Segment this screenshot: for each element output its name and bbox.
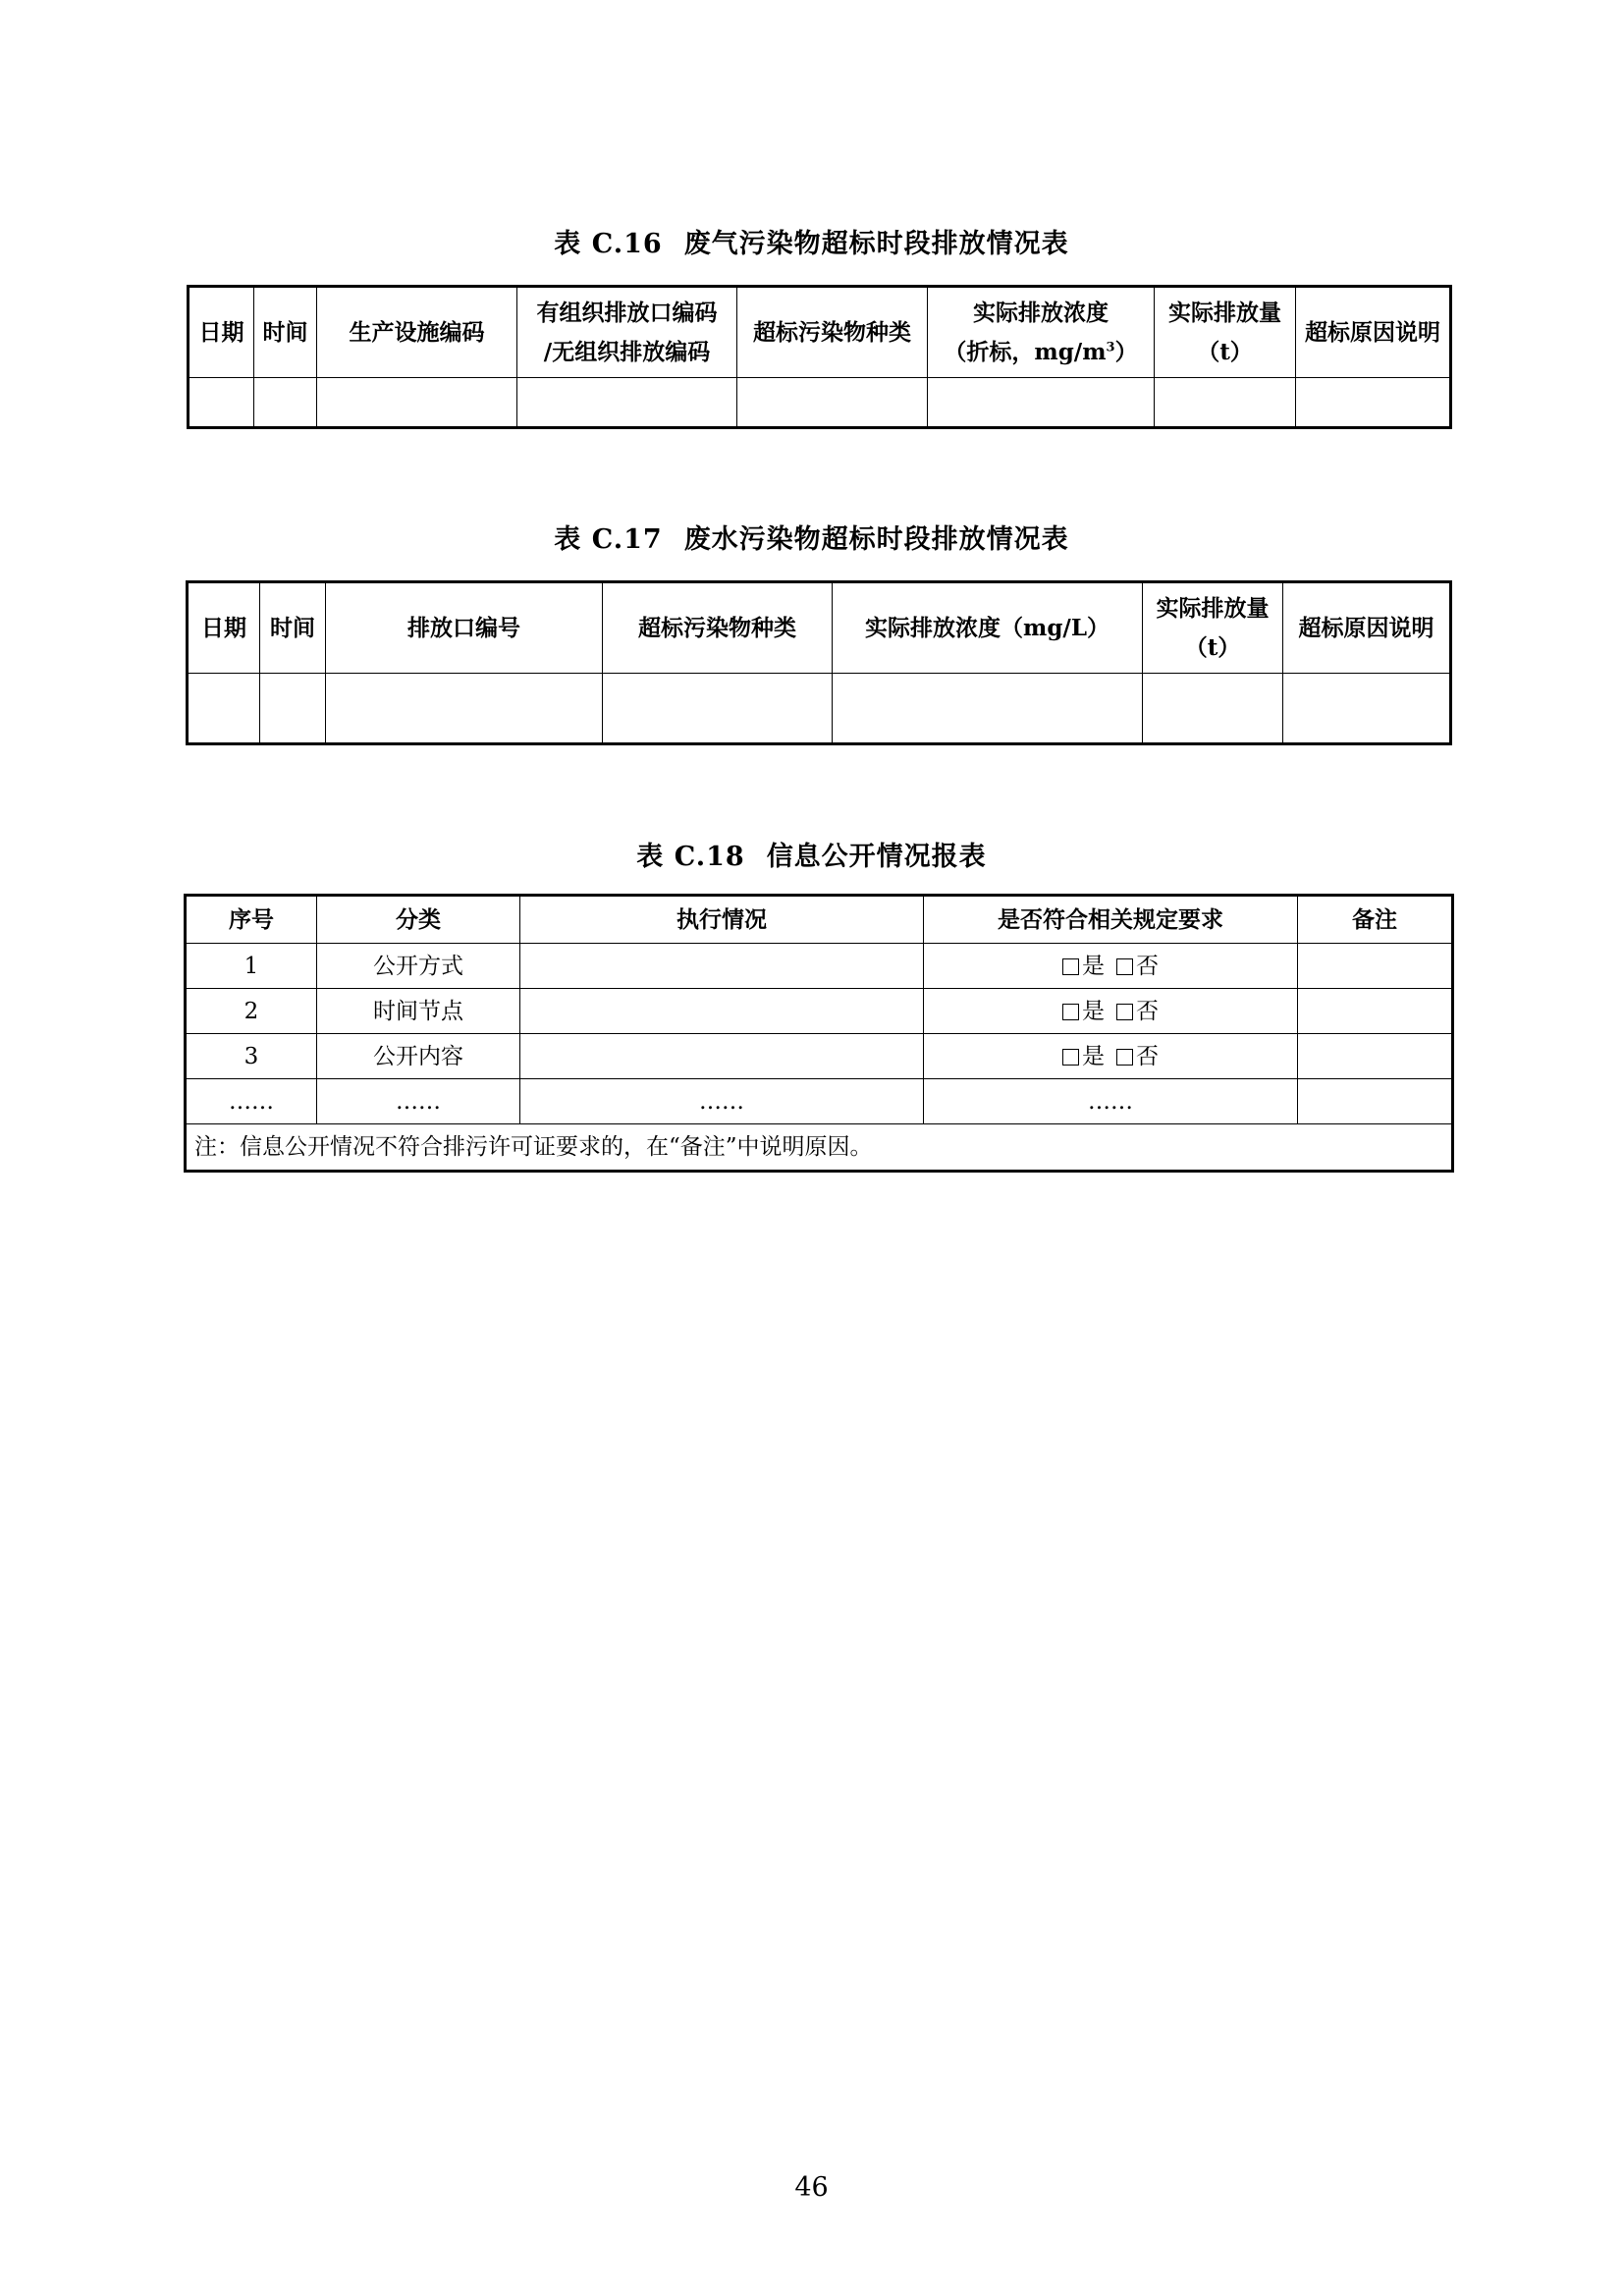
checkbox-icon <box>1116 1049 1133 1066</box>
header-line: ） <box>1114 338 1138 365</box>
row-category: 公开方式 <box>317 944 520 989</box>
table-note-row <box>186 1124 1453 1172</box>
header-cell: 实际排放浓度（mg/L） <box>833 582 1143 674</box>
header-cell: 超标污染物种类 <box>603 582 833 674</box>
checkbox-icon <box>1116 1004 1133 1020</box>
table-c18 <box>184 894 1454 1173</box>
header-cell: 是否符合相关规定要求 <box>924 896 1298 944</box>
header-cell: 排放口编号 <box>326 582 603 674</box>
yes-label: 是 <box>1082 953 1105 979</box>
superscript: 3 <box>1106 339 1115 355</box>
header-cell <box>517 287 737 378</box>
header-cell <box>1155 287 1296 378</box>
empty-cell <box>317 378 517 428</box>
table-c18-header-row <box>186 896 1453 944</box>
table-c16-header-row <box>189 287 1451 378</box>
empty-cell <box>833 674 1143 744</box>
remark-cell[interactable] <box>1298 989 1453 1034</box>
table-c16-title: 废气污染物超标时段排放情况表 <box>683 229 1069 259</box>
header-cell: 序号 <box>186 896 317 944</box>
header-cell: 日期 <box>189 287 254 378</box>
yes-option[interactable] <box>1062 954 1105 979</box>
ellipsis-cell: …… <box>317 1079 520 1124</box>
compliance-cell <box>924 1034 1298 1079</box>
header-line: 实际排放量 <box>1156 594 1270 622</box>
empty-cell <box>928 378 1155 428</box>
header-cell: 超标污染物种类 <box>737 287 928 378</box>
header-line: 实际排放量 <box>1168 299 1281 326</box>
empty-cell <box>260 674 326 744</box>
header-line: （t） <box>1184 633 1241 661</box>
checkbox-icon <box>1062 1049 1079 1066</box>
table-c16-caption <box>0 222 1623 260</box>
table-row <box>188 674 1451 744</box>
table-c18-title: 信息公开情况报表 <box>766 842 987 872</box>
empty-cell <box>1143 674 1283 744</box>
row-category: 时间节点 <box>317 989 520 1034</box>
table-row <box>186 944 1453 989</box>
row-number: 3 <box>186 1034 317 1079</box>
empty-cell <box>254 378 317 428</box>
header-cell: 日期 <box>188 582 260 674</box>
no-option[interactable] <box>1116 1044 1159 1069</box>
empty-cell <box>737 378 928 428</box>
table-c17-number: 表 C.17 <box>554 524 663 555</box>
table-c18-caption <box>0 835 1623 873</box>
header-line: 有组织排放口编码 <box>536 299 718 326</box>
header-cell: 时间 <box>260 582 326 674</box>
table-row <box>189 378 1451 428</box>
yes-option[interactable] <box>1062 1044 1105 1069</box>
header-cell: 超标原因说明 <box>1283 582 1451 674</box>
empty-cell <box>603 674 833 744</box>
header-line: /无组织排放编码 <box>543 338 711 365</box>
checkbox-icon <box>1062 958 1079 975</box>
header-cell: 分类 <box>317 896 520 944</box>
header-cell: 备注 <box>1298 896 1453 944</box>
compliance-cell <box>924 944 1298 989</box>
table-c17 <box>186 580 1452 745</box>
no-option[interactable] <box>1116 954 1159 979</box>
row-category: 公开内容 <box>317 1034 520 1079</box>
header-cell: 时间 <box>254 287 317 378</box>
table-c16-number: 表 C.16 <box>554 229 663 259</box>
header-cell <box>928 287 1155 378</box>
no-label: 否 <box>1136 953 1159 979</box>
empty-cell <box>1155 378 1296 428</box>
ellipsis-cell: …… <box>186 1079 317 1124</box>
header-cell <box>1143 582 1283 674</box>
table-row <box>186 989 1453 1034</box>
header-cell: 超标原因说明 <box>1296 287 1451 378</box>
remark-cell[interactable] <box>1298 1034 1453 1079</box>
compliance-cell <box>924 989 1298 1034</box>
table-c17-header-row <box>188 582 1451 674</box>
header-cell: 生产设施编码 <box>317 287 517 378</box>
yes-label: 是 <box>1082 998 1105 1024</box>
empty-cell <box>326 674 603 744</box>
no-label: 否 <box>1136 998 1159 1024</box>
table-note: 注：信息公开情况不符合排污许可证要求的，在“备注”中说明原因。 <box>186 1124 1453 1172</box>
empty-cell <box>1296 378 1451 428</box>
table-c16 <box>187 285 1452 429</box>
empty-cell <box>189 378 254 428</box>
table-c17-title: 废水污染物超标时段排放情况表 <box>683 524 1069 555</box>
page-number: 46 <box>794 2172 829 2203</box>
execution-cell[interactable] <box>520 989 924 1034</box>
ellipsis-cell: …… <box>924 1079 1298 1124</box>
execution-cell[interactable] <box>520 944 924 989</box>
yes-label: 是 <box>1082 1043 1105 1069</box>
header-line: 实际排放浓度 <box>973 299 1109 326</box>
table-c18-number: 表 C.18 <box>636 842 745 872</box>
no-option[interactable] <box>1116 999 1159 1024</box>
header-line: （折标，mg/m <box>944 338 1107 365</box>
empty-cell <box>188 674 260 744</box>
header-line: （t） <box>1197 338 1253 365</box>
no-label: 否 <box>1136 1043 1159 1069</box>
empty-cell <box>1283 674 1451 744</box>
table-c17-caption <box>0 518 1623 556</box>
empty-cell <box>517 378 737 428</box>
table-row <box>186 1034 1453 1079</box>
execution-cell[interactable] <box>520 1034 924 1079</box>
checkbox-icon <box>1116 958 1133 975</box>
row-number: 1 <box>186 944 317 989</box>
row-number: 2 <box>186 989 317 1034</box>
remark-cell[interactable] <box>1298 1079 1453 1124</box>
ellipsis-cell: …… <box>520 1079 924 1124</box>
remark-cell[interactable] <box>1298 944 1453 989</box>
checkbox-icon <box>1062 1004 1079 1020</box>
table-row <box>186 1079 1453 1124</box>
yes-option[interactable] <box>1062 999 1105 1024</box>
header-cell: 执行情况 <box>520 896 924 944</box>
